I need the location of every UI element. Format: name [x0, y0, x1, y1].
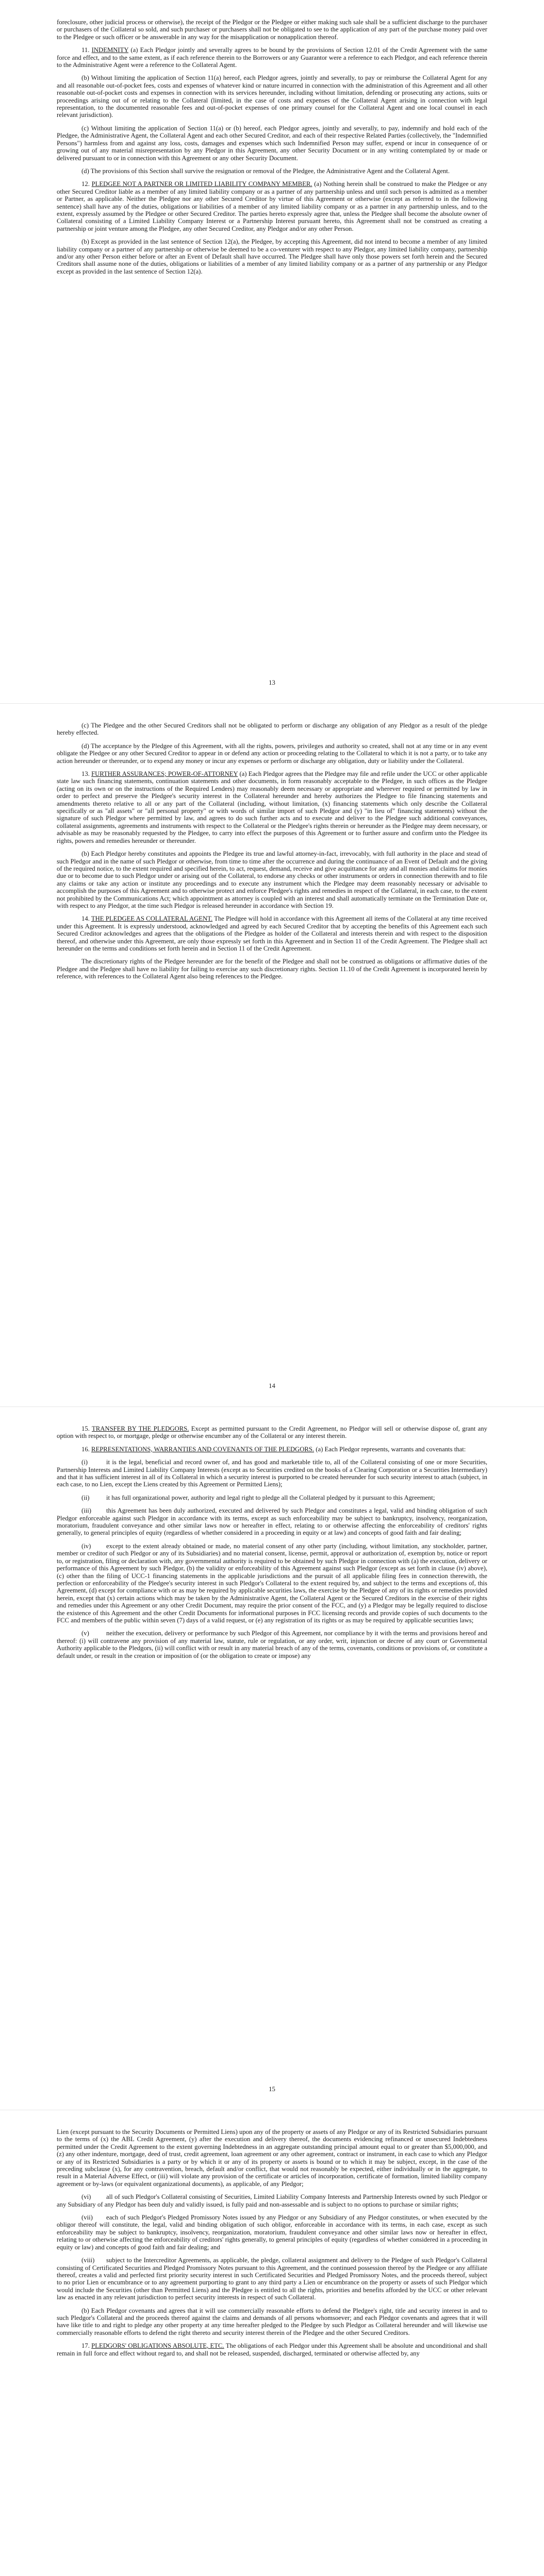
clause-paragraph [57, 1630, 487, 1659]
clause-label: (v) [81, 1630, 89, 1637]
section-text: (a) Each Pledgor jointly and severally agrees to be bound by the provisions of Section 12.01 of the Credit Agreement with the same force and effect, and to the same extent, as if each reference therein to the Borrowers or any Guarantor were a reference to each Pledgor, and each reference therein to the Administrative Agent were a reference to the Collateral Agent. [57, 46, 487, 69]
page-body [57, 19, 487, 281]
section-number: 16. [81, 1445, 90, 1453]
clause-text: this Agreement has been duly authorized, executed and delivered by such Pledgor and constitutes a legal, valid and binding obligation of such Pledgor enforceable against such Pledgor in accordance with its terms, except as such enforceability may be subject to bankruptcy, insolvency, reorganization, moratorium, fraudulent conveyance and other similar laws now or hereafter in effect, relating to or otherwise affecting the enforceability of creditors' rights generally, to general principles of equity (regardless of whether considered in a proceeding in equity or at law) and concepts of good faith and fair dealing; [57, 1507, 487, 1537]
section-heading [57, 770, 487, 844]
clause-paragraph [57, 1507, 487, 1537]
clause-paragraph [57, 2257, 487, 2301]
page-number: 14 [269, 1382, 275, 1389]
clause-paragraph [57, 1543, 487, 1624]
section-number: 17. [81, 2342, 90, 2350]
document-page [0, 0, 544, 703]
clause-text: it is the legal, beneficial and record owner of, and has good and marketable title to, all of the Collateral consisting of one or more Securities, Partnership Interests and Limited Liability Company Interests (except as to Securities credited on the books of a Clearing Corporation or a Securities Intermediary) and that it has sufficient interest in all of its Collateral in which a security interest is purported to be created hereunder for such security interest to attach (subject, in each case, to no Lien, except the Liens created by this Agreement or Permitted Liens); [57, 1459, 487, 1488]
clause-text: all of such Pledgor's Collateral consisting of Securities, Limited Liability Company Interests and Partnership Interests owned by such Pledgor or any Subsidiary of any Pledgor has been duly and validly issued, is fully paid and non-assessable and is subject to no options to purchase or similar rights; [57, 2193, 487, 2208]
body-paragraph: (b) Without limiting the application of Section 11(a) hereof, each Pledgor agrees, jointly and severally, to pay or reimburse the Collateral Agent for any and all reasonable out-of-pocket fees, costs and expenses of whatever kind or nature incurred in connection with the administration of this Agreement and all other reasonable out-of-pocket costs and expenses in connection with its services hereunder, including without limitation, defending or prosecuting any actions, suits or proceedings arising out of or relating to the Collateral (limited, in the case of costs and expenses of the Collateral Agent arising in connection with legal representation, to the documented reasonable fees and out-of-pocket expenses of one primary counsel for the Collateral Agent and one local counsel in each relevant jurisdiction). [57, 74, 487, 119]
clause-text: it has full organizational power, authority and legal right to pledge all the Collateral pledged by it pursuant to this Agreement; [106, 1494, 435, 1501]
body-paragraph: (c) Without limiting the application of Section 11(a) or (b) hereof, each Pledgor agrees, jointly and severally, to pay, indemnify and hold each of the Pledgee, the Administrative Agent, the Collateral Agent and each other Secured Creditor, and each of their respective Related Parties (collectively, the "Indemnified Persons") harmless from and against any loss, costs, damages and expenses which such Indemnified Person may suffer, expend or incur in consequence of or growing out of any material misrepresentation by any Pledgor in this Agreement, any other Security Document or in any writing contemplated by or made or delivered pursuant to or in connection with this Agreement or any other Security Document. [57, 124, 487, 162]
page-number: 13 [269, 679, 275, 686]
clause-paragraph [57, 2214, 487, 2251]
section-title: INDEMNITY [91, 46, 129, 54]
section-heading [57, 180, 487, 232]
section-heading [57, 2342, 487, 2357]
clause-paragraph [57, 1459, 487, 1488]
clause-label: (vii) [81, 2214, 93, 2222]
clause-label: (iii) [81, 1507, 92, 1515]
section-text: Except as permitted pursuant to the Credit Agreement, no Pledgor will sell or otherwise dispose of, grant any option with respect to, or mortgage, pledge or otherwise encumber any of the Collateral or any interest therein. [57, 1425, 488, 1440]
section-heading [57, 1446, 487, 1453]
clause-label: (vi) [81, 2193, 91, 2201]
section-title: TRANSFER BY THE PLEDGORS. [92, 1425, 189, 1432]
body-paragraph: foreclosure, other judicial process or otherwise), the receipt of the Pledgor or the Pledgee or either making such sale shall be a sufficient discharge to the purchaser or purchasers of the Collateral so sold, and such purchaser or purchasers shall not be obligated to see to the application of any part of the purchase money paid over to the Pledgee or such officer or be answerable in any way for the misapplication or nonapplication thereof. [57, 19, 487, 41]
clause-label: (i) [81, 1459, 88, 1466]
section-text: The obligations of each Pledgor under this Agreement shall be absolute and unconditional and shall remain in full force and effect without regard to, and shall not be released, suspended, discharged, terminated or otherwise affected by, any [57, 2342, 488, 2357]
body-paragraph: (b) Each Pledgor covenants and agrees that it will use commercially reasonable efforts to defend the Pledgee's right, title and security interest in and to such Pledgor's Collateral and the proceeds thereof against the claims and demands of all persons whomsoever; and each Pledgor covenants and agrees that it will have like title to and right to pledge any other property at any time hereafter pledged to the Pledgee by such Pledgor as Collateral hereunder and will likewise use commercially reasonable efforts to defend the right thereto and security interest therein of the Pledgee and the other Secured Creditors. [57, 2307, 487, 2336]
body-paragraph: (b) Except as provided in the last sentence of Section 12(a), the Pledgee, by accepting this Agreement, did not intend to become a member of any limited liability company or a partner of any partnership or otherwise be deemed to be a co-venturer with respect to any Pledgor, any limited liability company, partnership and/or any other Person either before or after an Event of Default shall have occurred. The Pledgee shall have only those powers set forth herein and the Secured Creditors shall assume none of the duties, obligations or liabilities of a member of any limited liability company or as a partner of any partnership or any Pledgor except as provided in the last sentence of Section 12(a). [57, 238, 487, 275]
section-title: PLEDGORS' OBLIGATIONS ABSOLUTE, ETC. [91, 2342, 224, 2350]
body-paragraph: Lien (except pursuant to the Security Documents or Permitted Liens) upon any of the property or assets of any Pledgor or any of its Restricted Subsidiaries pursuant to the terms of (x) the ABL Credit Agreement, (y) after the execution and delivery thereof, the documents evidencing refinanced or unsecured Indebtedness permitted under the Credit Agreement to the extent governing Indebtedness in an aggregate outstanding principal amount equal to or greater than $5,000,000, and (z) any other indenture, mortgage, deed of trust, credit agreement, loan agreement or any other agreement, contract or instrument, in each case to which any Pledgor or any of its Restricted Subsidiaries is a party or by which it or any of its property or assets is bound or to which it may be subject, except, in the case of the preceding subclause (x), for any contravention, breach, default and/or conflict, that would not reasonably be expected, either individually or in the aggregate, to result in a Material Adverse Effect, or (iii) will violate any provision of the certificate or articles of incorporation, certificate of formation, limited liability company agreement or by-laws (or equivalent organizational documents), as applicable, of any Pledgor; [57, 2128, 487, 2188]
document-page [0, 703, 544, 1406]
clause-text: except to the extent already obtained or made, no material consent of any other party (including, without limitation, any stockholder, partner, member or creditor of such Pledgor or any of its Subsidiaries) and no material consent, license, permit, approval or authorization of, exemption by, notice or report to, or registration, filing or declaration with, any governmental authority is required to be obtained by such Pledgor in connection with (a) the execution, delivery or performance of this Agreement by such Pledgor, (b) the validity or enforceability of this Agreement against such Pledgor (except as set forth in clause (iv) above), (c) other than the filing of UCC-1 financing statements in the applicable jurisdictions and the pursuit of all applicable filing fees in connection therewith, the perfection or enforceability of the Pledgee's security interest in such Pledgor's Collateral to the extent required by, and subject to the terms and exceptions of, this Agreement, (d) except for compliance with or as may be required by applicable securities laws, the exercise by the Pledgee of any of its rights or remedies provided herein, except that (x) certain actions which may be taken by the Administrative Agent, the Collateral Agent or the Secured Creditors in the exercise of their rights and remedies under this Agreement or any other Credit Document, may require the prior consent of the FCC, and (y) a Pledgor may be legally required to disclose the existence of this Agreement and the other Credit Documents for informational purposes in FCC licensing records and provide copies of such documents to the FCC and members of the public within seven (7) days of a valid request, or (e) any registration of its rights or as may be required by applicable securities laws; [57, 1542, 487, 1624]
section-number: 12. [81, 180, 90, 188]
clause-text: neither the execution, delivery or performance by such Pledgor of this Agreement, nor compliance by it with the terms and provisions hereof and thereof: (i) will contravene any provision of any material law, statute, rule or regulation, or any order, writ, injunction or decree of any court or Governmental Authority applicable to the Pledgors, (ii) will conflict with or result in any material breach of any of the terms, covenants, conditions or provisions of, or constitute a default under, or result in the creation or imposition of (or the obligation to create or impose) any [57, 1630, 487, 1659]
section-heading [57, 915, 487, 952]
section-text: (a) Each Pledgor represents, warrants and covenants that: [316, 1445, 466, 1453]
section-number: 13. [81, 770, 90, 778]
page-number: 15 [269, 2086, 275, 2093]
clause-text: each of such Pledgor's Pledged Promissory Notes issued by any Pledgor or any Subsidiary of any Pledgor constitutes, or when executed by the obligor thereof will constitute, the legal, valid and binding obligation of such obligor, enforceable in accordance with its terms, in each case, except as such enforceability may be subject to bankruptcy, insolvency, reorganization, moratorium, fraudulent conveyance and other similar laws now or hereafter in effect, relating to or otherwise affecting the enforceability of creditors' rights generally, to general principles of equity (regardless of whether considered in a proceeding in equity or law) and concepts of good faith and fair dealing; and [57, 2214, 487, 2251]
section-number: 11. [81, 46, 90, 54]
clause-label: (ii) [81, 1494, 90, 1501]
body-paragraph: The discretionary rights of the Pledgee hereunder are for the benefit of the Pledgee and shall not be construed as obligations or affirmative duties of the Pledgee and the Pledgee shall have no liability for failing to exercise any such discretionary rights. Section 11.10 of the Credit Agreement is incorporated herein by reference, with references to the Collateral Agent also being references to the Pledgee. [57, 958, 487, 980]
page-body [57, 722, 487, 986]
document-page [0, 1406, 544, 2110]
page-divider [0, 1406, 544, 1407]
section-title: FURTHER ASSURANCES; POWER-OF-ATTORNEY [91, 770, 238, 778]
clause-paragraph [57, 2193, 487, 2208]
section-text: (a) Each Pledgor agrees that the Pledgee may file and refile under the UCC or other applicable state law such financing statements, continuation statements and other documents, in form reasonably acceptable to the Pledgee, in such offices as the Pledgee (acting on its own or on the instructions of the Required Lenders) may reasonably deem necessary or appropriate and wherever required or permitted by law in order to perfect and preserve the Pledgee's security interest in the Collateral hereunder and hereby authorizes the Pledgee to file financing statements and amendments thereto relative to all or any part of the Collateral (including, without limitation, (x) financing statements which only describe the Collateral specifically or as "all assets" or "all personal property" or with words of similar import of such Pledgor and (y) "in lieu of" financing statements) without the signature of such Pledgor where permitted by law, and agrees to do such further acts and to execute and deliver to the Pledgee such additional conveyances, collateral assignments, agreements and instruments with respect to the Collateral or the Pledgee's rights therein or hereunder as the Pledgee may deem necessary, or advisable as may be reasonably requested by the Pledgee, to carry into effect the purposes of this Agreement or to further assure and confirm unto the Pledgee its rights, powers and remedies hereunder or thereunder. [57, 770, 487, 844]
section-title: PLEDGEE NOT A PARTNER OR LIMITED LIABILITY COMPANY MEMBER. [91, 180, 312, 188]
clause-label: (viii) [81, 2257, 95, 2264]
body-paragraph: (d) The provisions of this Section shall survive the resignation or removal of the Pledgee, the Administrative Agent and the Collateral Agent. [81, 167, 450, 175]
page-body [57, 1425, 487, 1665]
page-body [57, 2128, 487, 2363]
section-title: THE PLEDGEE AS COLLATERAL AGENT. [91, 915, 213, 923]
document-page [0, 2110, 544, 2576]
section-text: (a) Nothing herein shall be construed to make the Pledgee or any other Secured Creditor liable as a member of any limited liability company or as a partner of any partnership unless and until such person is admitted as a member or Partner, as applicable. Neither the Pledgee nor any other Secured Creditor by virtue of this Agreement or otherwise (except as referred to in the following sentence) shall have any of the duties, obligations or liabilities of a member of any limited liability company or as a partner in any partnership unless, and to the extent, expressly assumed by the Pledgee or other Secured Creditor. The parties hereto expressly agree that, unless the Pledgee shall become the absolute owner of Collateral consisting of a Limited Liability Company Interest or a Partnership Interest pursuant hereto, this Agreement shall not be construed as creating a partnership or joint venture among the Pledgee, any other Secured Creditor, any Pledgor and/or any other Person. [57, 180, 487, 232]
page-divider [0, 703, 544, 704]
section-heading [57, 46, 487, 69]
section-title: REPRESENTATIONS, WARRANTIES AND COVENANTS OF THE PLEDGORS. [91, 1445, 315, 1453]
clause-paragraph [57, 1494, 487, 1501]
section-number: 15. [81, 1425, 90, 1432]
section-text: The Pledgee will hold in accordance with this Agreement all items of the Collateral at any time received under this Agreement. It is expressly understood, acknowledged and agreed by each Secured Creditor that by accepting the benefits of this Agreement each such Secured Creditor acknowledges and agrees that the obligations of the Pledgee as holder of the Collateral and interests therein and with respect to the disposition thereof, and otherwise under this Agreement, are only those expressly set forth in this Agreement and in Section 11 of the Credit Agreement. The Pledgee shall act hereunder on the terms and conditions set forth herein and in Section 11 of the Credit Agreement. [57, 915, 487, 952]
section-heading [57, 1425, 487, 1440]
body-paragraph: (d) The acceptance by the Pledgee of this Agreement, with all the rights, powers, privileges and authority so created, shall not at any time or in any event obligate the Pledgee or any other Secured Creditor to appear in or defend any action or proceeding relating to the Collateral to which it is not a party, or to take any action hereunder or thereunder, or to expend any money or incur any expenses or perform or discharge any obligation, duty or liability under the Collateral. [57, 742, 487, 765]
body-paragraph: (b) Each Pledgor hereby constitutes and appoints the Pledgee its true and lawful attorney-in-fact, irrevocably, with full authority in the place and stead of such Pledgor and in the name of such Pledgor or otherwise, from time to time after the occurrence and during the continuance of an Event of Default and the giving of the required notice, to the extent required and specified herein, to act, request, demand, receive and give acquittance for any and all monies and claims for monies due or to become due to such Pledgor under or arising out of the Collateral, to endorse any checks or other instruments or orders in connection therewith and to file any claims or take any action or institute any proceedings and to execute any instrument which the Pledgee may deem reasonably necessary or advisable to accomplish the purposes of this Agreement and to otherwise protect and enforce Pledgee's rights and remedies in respect of the Collateral, in each case, to the extent not prohibited by the Communications Act; which appointment as attorney is coupled with an interest and shall automatically terminate on the Termination Date or, with respect to any Pledgor, at the time such Pledgor is released hereunder in accordance with Section 19. [57, 850, 487, 909]
section-number: 14. [81, 915, 90, 923]
clause-text: subject to the Intercreditor Agreements, as applicable, the pledge, collateral assignment and delivery to the Pledgee of such Pledgor's Collateral consisting of Certificated Securities and Pledged Promissory Notes pursuant to this Agreement, and the continued possession thereof by the Pledgee or any affiliate thereof, creates a valid and perfected first priority security interest in such Certificated Securities and Pledged Promissory Notes, and the proceeds thereof, subject to no prior Lien or encumbrance or to any agreement purporting to grant to any third party a Lien or encumbrance on the property or assets of such Pledgor which would include the Securities (other than Permitted Liens) and the Pledgee is entitled to all the rights, priorities and benefits afforded by the UCC or other relevant law as enacted in any relevant jurisdiction to perfect security interests in respect of such Collateral. [57, 2257, 487, 2301]
clause-label: (iv) [81, 1542, 91, 1550]
body-paragraph: (c) The Pledgee and the other Secured Creditors shall not be obligated to perform or discharge any obligation of any Pledgor as a result of the pledge hereby effected. [57, 722, 487, 737]
